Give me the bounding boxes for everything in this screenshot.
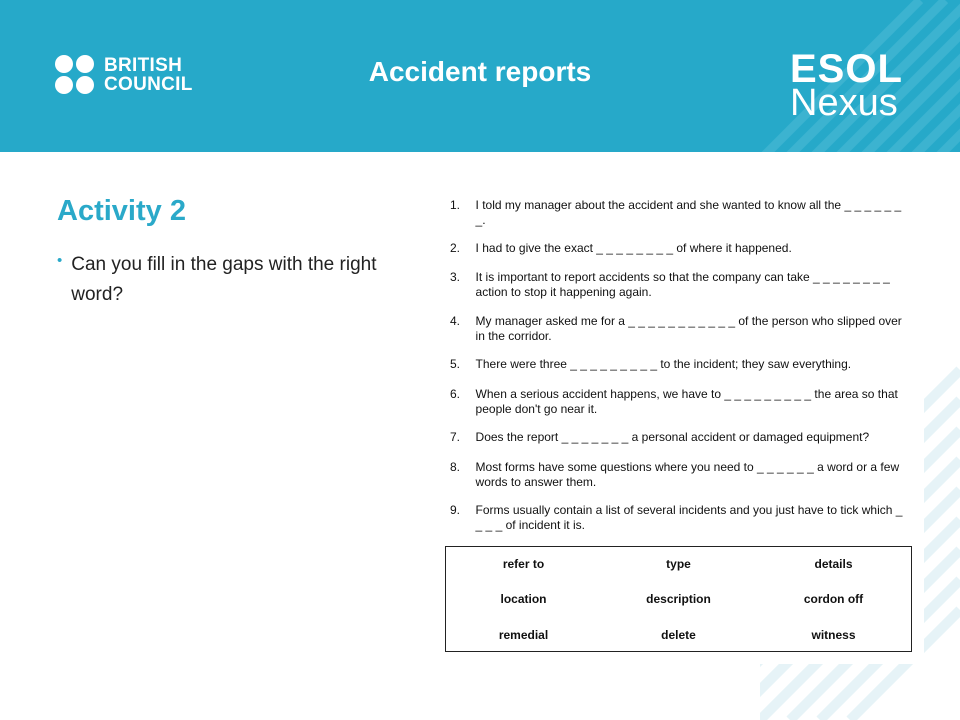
brand-left-line1: BRITISH xyxy=(104,55,183,76)
question-item xyxy=(438,357,908,372)
question-text: Does the report _ _ _ _ _ _ _ a personal accident or damaged equipment? xyxy=(475,430,870,444)
question-text: Forms usually contain a list of several incidents and you just have to tick which _ _ _ _ of incident it is. xyxy=(475,503,903,532)
bullet-item xyxy=(57,250,417,310)
question-text: My manager asked me for a _ _ _ _ _ _ _ _ _ _ _ of the person who slipped over in the corridor. xyxy=(475,314,902,343)
word-box-row xyxy=(446,592,911,606)
question-text: It is important to report accidents so that the company can take _ _ _ _ _ _ _ _ action to stop it happening again. xyxy=(475,270,890,299)
word-box-cell: refer to xyxy=(502,557,545,571)
question-number: 5. xyxy=(450,357,461,371)
brand-right-line1: ESOL xyxy=(790,47,903,91)
question-item xyxy=(438,460,908,490)
question-number: 7. xyxy=(450,430,461,444)
word-box-cell: cordon off xyxy=(803,592,864,606)
question-number: 4. xyxy=(450,314,461,328)
question-item xyxy=(438,430,908,445)
question-item xyxy=(438,387,908,417)
word-box-cell: location xyxy=(500,592,547,606)
question-number: 3. xyxy=(450,270,461,284)
brand-left-line2: COUNCIL xyxy=(104,74,193,95)
question-text: When a serious accident happens, we have to _ _ _ _ _ _ _ _ _ the area so that people don't go near it. xyxy=(475,387,898,416)
question-item xyxy=(438,270,908,300)
question-number: 2. xyxy=(450,241,461,255)
page-title: Accident reports xyxy=(368,56,592,87)
esol-nexus-logo xyxy=(790,47,903,124)
word-box-cell: remedial xyxy=(498,628,549,642)
bullet-text: Can you fill in the gaps with the right word? xyxy=(71,254,377,305)
header-banner xyxy=(0,0,960,152)
bullet-icon: • xyxy=(57,252,63,269)
question-text: Most forms have some questions where you need to _ _ _ _ _ _ a word or a few words to answer them. xyxy=(475,460,900,489)
question-number: 9. xyxy=(450,503,461,517)
brand-right-line2: Nexus xyxy=(790,82,898,124)
word-box-cell: witness xyxy=(811,628,856,642)
activity-title: Activity 2 xyxy=(57,195,186,227)
question-text: I told my manager about the accident and she wanted to know all the _ _ _ _ _ _ _. xyxy=(475,198,902,227)
word-box-cell: delete xyxy=(661,628,696,642)
question-item xyxy=(438,503,908,533)
question-item xyxy=(438,314,908,344)
word-box-cell: type xyxy=(666,557,691,571)
word-box-cell: details xyxy=(814,557,853,571)
question-text: I had to give the exact _ _ _ _ _ _ _ _ of where it happened. xyxy=(475,241,792,255)
word-box-row xyxy=(446,628,911,642)
word-box-cell: description xyxy=(646,592,711,606)
question-text: There were three _ _ _ _ _ _ _ _ _ to the incident; they saw everything. xyxy=(475,357,852,371)
question-number: 1. xyxy=(450,198,461,212)
question-number: 6. xyxy=(450,387,461,401)
word-box xyxy=(445,546,912,652)
word-box-row xyxy=(446,557,911,571)
question-item xyxy=(438,198,908,228)
question-item xyxy=(438,241,908,256)
question-number: 8. xyxy=(450,460,461,474)
